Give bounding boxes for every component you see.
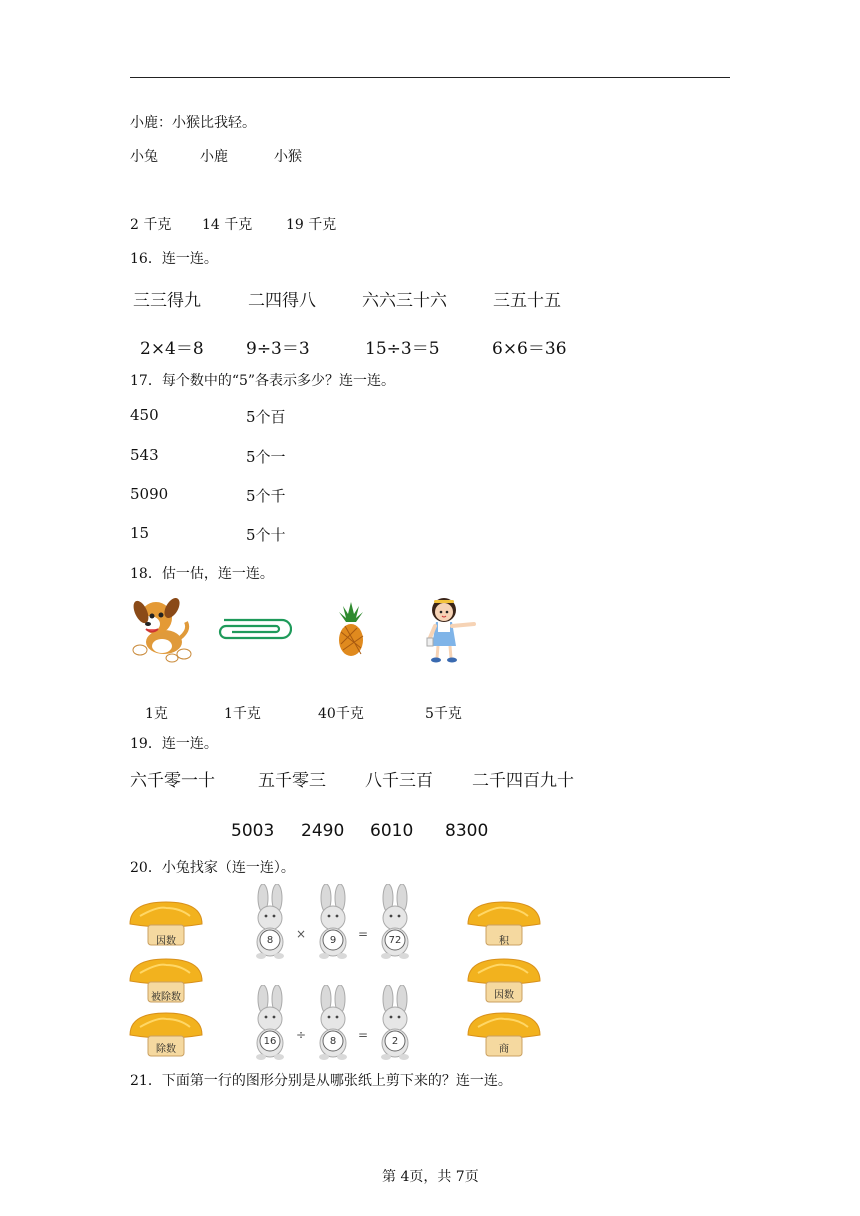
rabbit-number: 9 xyxy=(329,935,337,946)
rabbit-icon xyxy=(249,985,293,1061)
girl-icon xyxy=(422,594,480,664)
equals-sign: = xyxy=(358,927,369,941)
equation-item: 2×4＝8 xyxy=(140,339,204,359)
chinese-number: 二千四百九十 xyxy=(472,771,574,791)
header-rule xyxy=(130,77,730,78)
house-label: 因数 xyxy=(494,990,514,1001)
estimate-weight: 40千克 xyxy=(318,706,364,722)
rabbit-number: 16 xyxy=(263,1036,277,1047)
meaning-item: 5个百 xyxy=(246,408,286,426)
question-21-title: 21．下面第一行的图形分别是从哪张纸上剪下来的？连一连。 xyxy=(130,1073,512,1089)
estimate-weight: 1千克 xyxy=(224,706,261,722)
question-20-title: 20．小兔找家（连一连）。 xyxy=(130,860,295,876)
number-item: 5090 xyxy=(130,485,169,503)
rabbit-icon xyxy=(374,985,418,1061)
deer-statement: 小鹿：小猴比我轻。 xyxy=(130,115,256,131)
equals-sign: = xyxy=(358,1028,369,1042)
animal-deer: 小鹿 xyxy=(200,149,228,165)
weight-option: 14 千克 xyxy=(202,217,253,233)
chinese-number: 八千三百 xyxy=(365,771,433,791)
rabbit-icon xyxy=(249,884,293,960)
equation-item: 15÷3＝5 xyxy=(365,339,440,359)
question-19-title: 19．连一连。 xyxy=(130,736,218,752)
arabic-number: 6010 xyxy=(370,821,414,841)
question-17-title: 17．每个数中的“5”各表示多少？连一连。 xyxy=(130,373,396,389)
number-item: 543 xyxy=(130,446,159,464)
meaning-item: 5个十 xyxy=(246,526,286,544)
page-footer: 第 4页，共 7页 xyxy=(382,1169,479,1185)
rhyme-item: 六六三十六 xyxy=(362,291,447,311)
rabbit-number: 8 xyxy=(329,1036,337,1047)
animal-monkey: 小猴 xyxy=(274,149,302,165)
house-label: 商 xyxy=(499,1044,509,1055)
rabbit-icon xyxy=(312,985,356,1061)
equation-item: 6×6＝36 xyxy=(492,339,567,359)
arabic-number: 8300 xyxy=(445,821,489,841)
pineapple-icon xyxy=(334,600,368,658)
question-18-title: 18．估一估，连一连。 xyxy=(130,566,274,582)
rabbit-number: 8 xyxy=(266,935,274,946)
meaning-item: 5个千 xyxy=(246,487,286,505)
estimate-weight: 5千克 xyxy=(425,706,462,722)
chinese-number: 六千零一十 xyxy=(130,771,215,791)
rabbit-number: 2 xyxy=(391,1036,399,1047)
weight-option: 2 千克 xyxy=(130,217,172,233)
paperclip-icon xyxy=(212,616,292,642)
house-label: 因数 xyxy=(156,936,176,947)
arabic-number: 2490 xyxy=(301,821,345,841)
rhyme-item: 三三得九 xyxy=(133,291,201,311)
animal-rabbit: 小兔 xyxy=(130,149,158,165)
rabbit-icon xyxy=(374,884,418,960)
house-label: 积 xyxy=(499,936,509,947)
chinese-number: 五千零三 xyxy=(258,771,326,791)
estimate-weight: 1克 xyxy=(145,706,168,722)
number-item: 450 xyxy=(130,406,159,424)
arabic-number: 5003 xyxy=(231,821,275,841)
rhyme-item: 二四得八 xyxy=(248,291,316,311)
operator: ÷ xyxy=(296,1028,307,1042)
rhyme-item: 三五十五 xyxy=(493,291,561,311)
puppy-icon xyxy=(128,594,194,664)
rabbit-icon xyxy=(312,884,356,960)
house-label: 被除数 xyxy=(151,992,181,1003)
weight-option: 19 千克 xyxy=(286,217,337,233)
equation-item: 9÷3＝3 xyxy=(246,339,310,359)
number-item: 15 xyxy=(130,524,150,542)
operator: × xyxy=(296,927,307,941)
meaning-item: 5个一 xyxy=(246,448,286,466)
house-label: 除数 xyxy=(156,1044,176,1055)
question-16-title: 16．连一连。 xyxy=(130,251,218,267)
rabbit-number: 72 xyxy=(388,935,402,946)
